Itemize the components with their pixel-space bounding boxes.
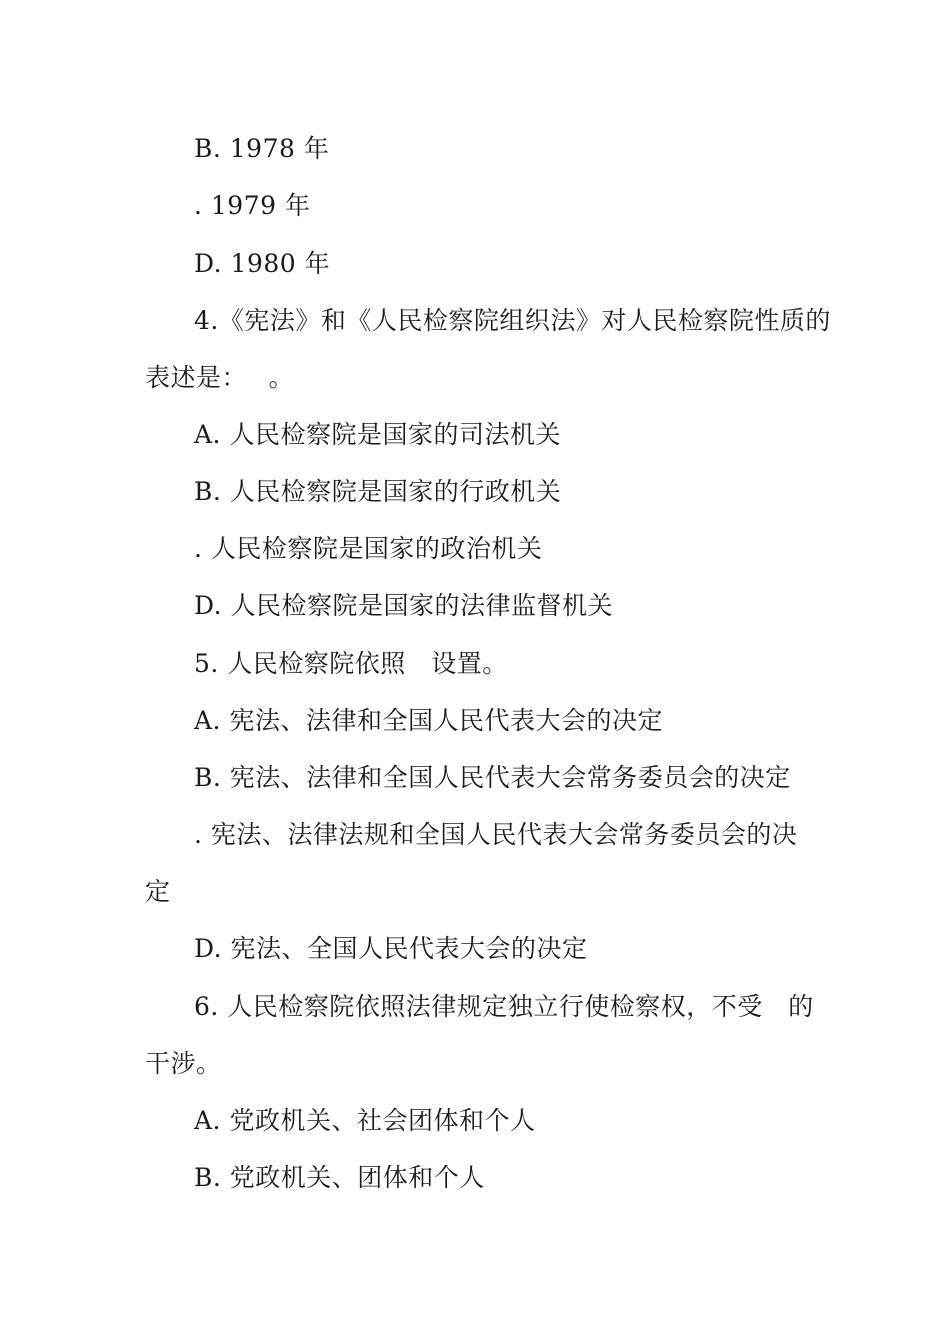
option-d-1980: D. 1980 年 [194,249,331,278]
q4-option-b: B. 人民检察院是国家的行政机关 [194,477,562,506]
q5-option-b: B. 宪法、法律和全国人民代表大会常务委员会的决定 [194,763,791,792]
question-6-line-1: 6. 人民检察院依照法律规定独立行使检察权，不受 的 [194,992,814,1021]
q5-option-c-line-1: . 宪法、法律法规和全国人民代表大会常务委员会的决 [194,820,798,849]
q6-option-a: A. 党政机关、社会团体和个人 [194,1106,536,1135]
question-4-line-1: 4.《宪法》和《人民检察院组织法》对人民检察院性质的 [194,306,831,335]
q4-option-a: A. 人民检察院是国家的司法机关 [194,420,561,449]
q5-option-a: A. 宪法、法律和全国人民代表大会的决定 [194,706,663,735]
q4-option-c: . 人民检察院是国家的政治机关 [194,534,543,563]
question-5: 5. 人民检察院依照 设置。 [194,649,508,678]
q5-option-c-line-2: 定 [145,877,171,906]
question-4-line-2: 表述是： 。 [145,363,294,392]
question-6-line-2: 干涉。 [145,1049,222,1078]
q5-option-d: D. 宪法、全国人民代表大会的决定 [194,934,588,963]
q6-option-b: B. 党政机关、团体和个人 [194,1163,485,1192]
q4-option-d: D. 人民检察院是国家的法律监督机关 [194,591,614,620]
option-c-1979: . 1979 年 [194,191,311,220]
option-b-1978: B. 1978 年 [194,134,330,163]
